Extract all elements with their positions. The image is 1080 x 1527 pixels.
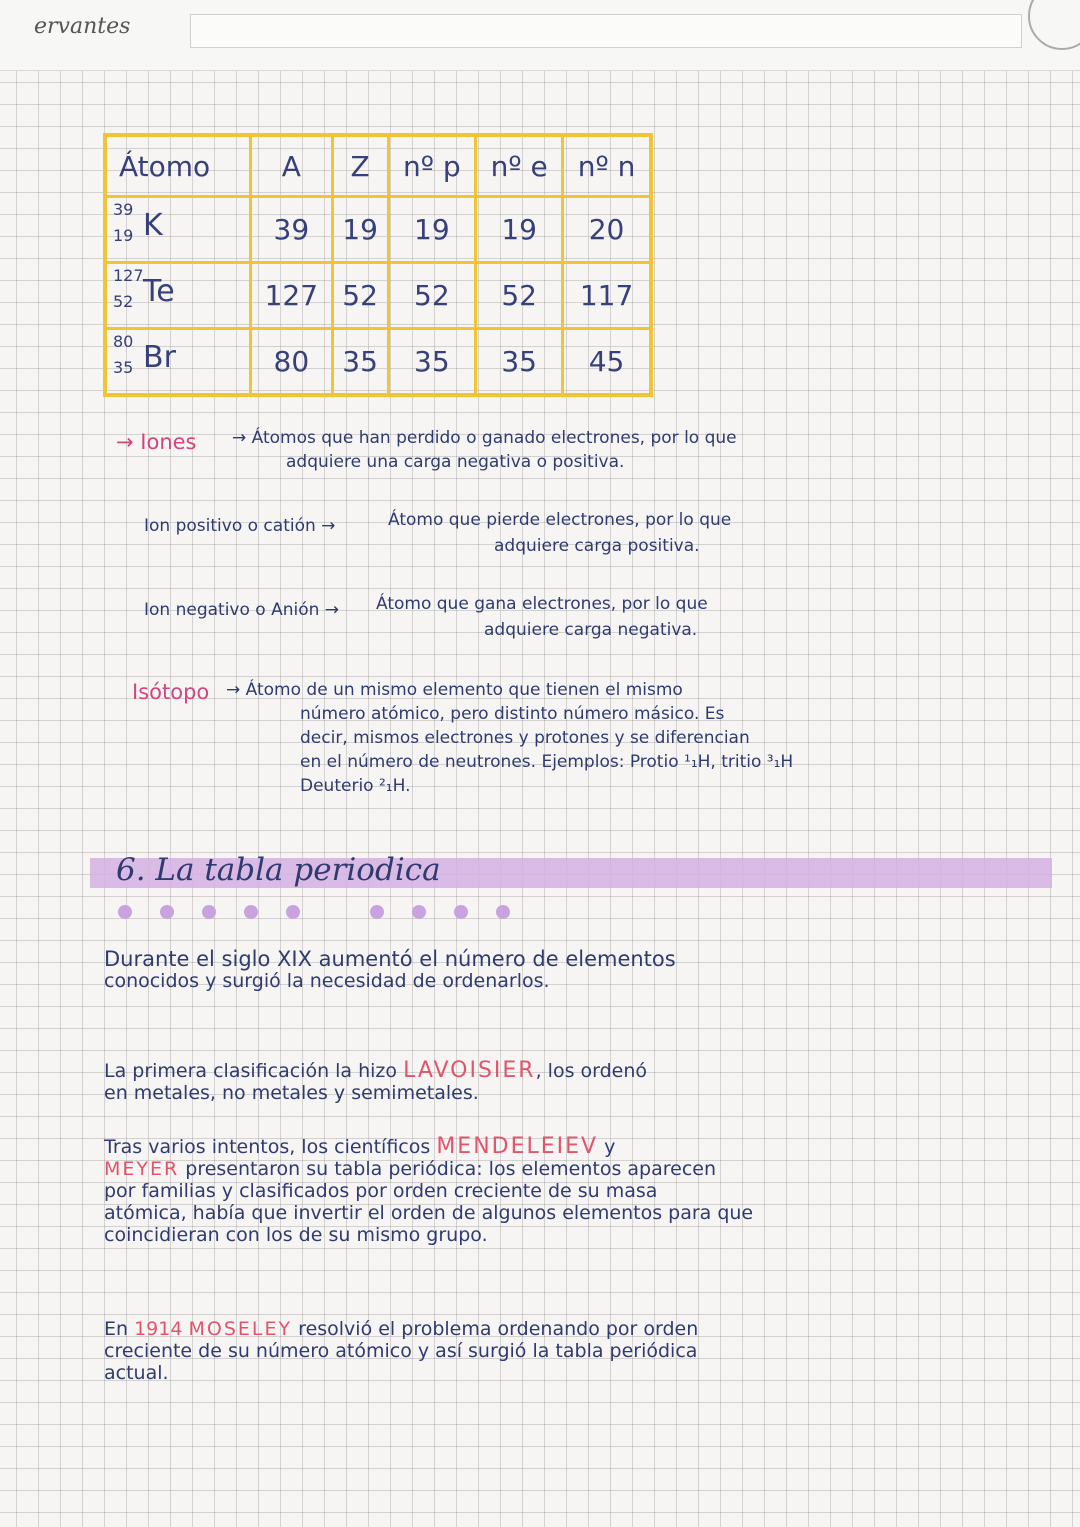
dot-icon (454, 905, 468, 919)
negative-ion-line2: adquiere carga negativa. (484, 620, 698, 640)
table-cell: 35 (332, 329, 388, 396)
atomic-number: 52 (113, 292, 134, 311)
ions-line2: adquiere una carga negativa o positiva. (286, 452, 625, 472)
dot-icon (370, 905, 384, 919)
mass-number: 127 (113, 266, 144, 285)
table-cell: 127 (251, 263, 333, 329)
ions-title: → Iones (116, 430, 197, 454)
dot-icon (496, 905, 510, 919)
scientist-name: MENDELEIEV (436, 1134, 599, 1159)
positive-ion-line2: adquiere carga positiva. (494, 536, 700, 556)
table-cell: 45 (563, 329, 651, 396)
header-box (190, 14, 1022, 48)
table-row (105, 197, 651, 263)
paragraph-4 (104, 1318, 698, 1384)
table-header-row (105, 135, 651, 197)
paragraph-text: Tras varios intentos, los científicos (104, 1136, 431, 1158)
paragraph-text: resolvió el problema ordenando por orden (298, 1318, 699, 1340)
paragraph-line: coincidieran con los de su mismo grupo. (104, 1224, 488, 1246)
positive-ion-label: Ion positivo o catión → (144, 516, 336, 536)
element-symbol: Te (143, 274, 175, 309)
table-cell: 117 (563, 263, 651, 329)
ions-line1: → Átomos que han perdido o ganado electrones, por lo que (232, 428, 737, 448)
section-title: 6. La tabla periodica (116, 852, 441, 888)
isotope-line5: Deuterio ²₁H. (300, 776, 411, 796)
table-header: nº e (476, 135, 563, 197)
paragraph-line: atómica, había que invertir el orden de algunos elementos para que (104, 1202, 754, 1224)
atom-symbol-cell (105, 329, 251, 396)
scientist-name: MOSELEY (188, 1318, 293, 1340)
positive-ion-line1: Átomo que pierde electrones, por lo que (388, 510, 732, 530)
table-header: nº p (388, 135, 476, 197)
isotope-line3: decir, mismos electrones y protones y se diferencian (300, 728, 750, 748)
mass-number: 80 (113, 332, 134, 351)
table-cell: 20 (563, 197, 651, 263)
table-row (105, 263, 651, 329)
table-header: Z (332, 135, 388, 197)
table-cell: 52 (388, 263, 476, 329)
table-cell: 35 (476, 329, 563, 396)
year: 1914 (134, 1318, 183, 1340)
table-cell: 19 (332, 197, 388, 263)
isotope-line1: → Átomo de un mismo elemento que tienen el mismo (226, 680, 683, 700)
paragraph-line: por familias y clasificados por orden creciente de su masa (104, 1180, 658, 1202)
dot-icon (160, 905, 174, 919)
paragraph-line: Durante el siglo XIX aumentó el número de elementos (104, 947, 676, 971)
paragraph-text: , los ordenó (535, 1060, 648, 1082)
scientist-name: MEYER (104, 1158, 180, 1180)
paragraph-text: presentaron su tabla periódica: los elementos aparecen (185, 1158, 717, 1180)
brand-logo: ervantes (34, 14, 131, 39)
element-symbol: Br (143, 340, 176, 375)
atom-symbol-cell (105, 263, 251, 329)
table-cell: 19 (476, 197, 563, 263)
isotope-title: Isótopo (132, 680, 210, 704)
paragraph-1 (104, 948, 676, 992)
table-cell: 80 (251, 329, 333, 396)
dot-icon (202, 905, 216, 919)
dot-icon (244, 905, 258, 919)
mass-number: 39 (113, 200, 134, 219)
paragraph-text: La primera clasificación la hizo (104, 1060, 398, 1082)
table-header: A (251, 135, 333, 197)
dot-icon (118, 905, 132, 919)
table-header: Átomo (105, 135, 251, 197)
table-cell: 39 (251, 197, 333, 263)
dot-icon (412, 905, 426, 919)
dot-icon (286, 905, 300, 919)
paragraph-line: creciente de su número atómico y así surgió la tabla periódica (104, 1340, 698, 1362)
isotope-line2: número atómico, pero distinto número másico. Es (300, 704, 725, 724)
negative-ion-label: Ion negativo o Anión → (144, 600, 340, 620)
table-cell: 35 (388, 329, 476, 396)
paragraph-text: En (104, 1318, 129, 1340)
paragraph-line: conocidos y surgió la necesidad de ordenarlos. (104, 970, 550, 992)
element-symbol: K (143, 208, 163, 243)
scientist-name: LAVOISIER (403, 1058, 536, 1083)
atom-symbol-cell (105, 197, 251, 263)
table-cell: 52 (476, 263, 563, 329)
table-row (105, 329, 651, 396)
paragraph-2 (104, 1060, 647, 1104)
atomic-number: 19 (113, 226, 134, 245)
paragraph-line: en metales, no metales y semimetales. (104, 1082, 479, 1104)
corner-circle (1028, 0, 1080, 50)
page-header (0, 0, 1080, 71)
table-header: nº n (563, 135, 651, 197)
isotope-line4: en el número de neutrones. Ejemplos: Protio ¹₁H, tritio ³₁H (300, 752, 794, 772)
paragraph-3 (104, 1136, 753, 1246)
table-cell: 52 (332, 263, 388, 329)
atoms-table (103, 133, 653, 397)
paragraph-line: actual. (104, 1362, 169, 1384)
atomic-number: 35 (113, 358, 134, 377)
table-cell: 19 (388, 197, 476, 263)
paragraph-text: y (604, 1136, 616, 1158)
negative-ion-line1: Átomo que gana electrones, por lo que (376, 594, 708, 614)
